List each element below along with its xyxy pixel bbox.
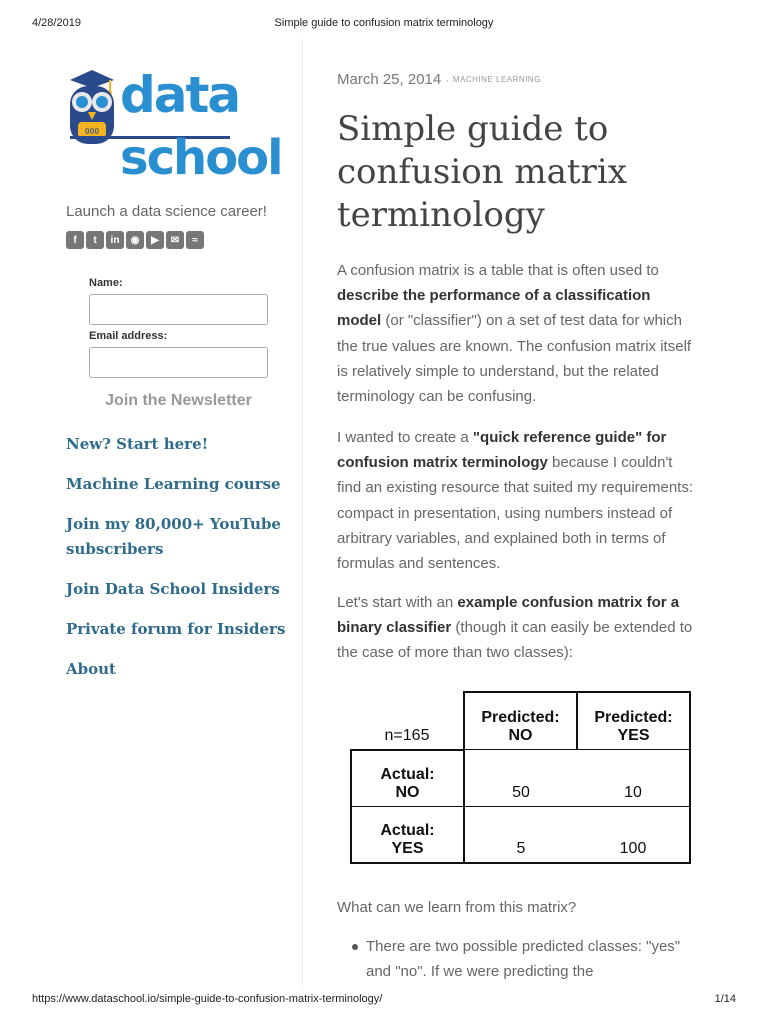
- tagline: Launch a data science career!: [66, 203, 267, 220]
- email-icon[interactable]: ✉: [166, 231, 184, 249]
- row-actual-no-l1: Actual:: [380, 765, 435, 783]
- post-category[interactable]: MACHINE LEARNING: [452, 75, 541, 84]
- post-title: Simple guide to confusion matrix terminology: [337, 109, 627, 235]
- newsletter-name-input[interactable]: [89, 294, 268, 325]
- facebook-icon[interactable]: f: [66, 231, 84, 249]
- social-links: [66, 231, 204, 249]
- meta-separator: ·: [445, 75, 449, 87]
- nav-about[interactable]: About: [66, 660, 116, 678]
- newsletter-name-label: Name:: [89, 277, 123, 289]
- logo-text-school: school: [120, 130, 282, 186]
- header-predicted-no: [464, 692, 577, 750]
- print-date: 4/28/2019: [32, 17, 81, 29]
- nav-ml-course[interactable]: Machine Learning course: [66, 475, 281, 493]
- cell-tn: 50: [464, 750, 577, 807]
- matrix-corner: n=165: [351, 692, 464, 750]
- nav-forum[interactable]: Private forum for Insiders: [66, 620, 286, 638]
- sidebar-divider: [302, 38, 303, 988]
- p2-text-1: I wanted to create a: [337, 429, 473, 446]
- p1-bold: describe the performance of a classification model: [337, 287, 651, 330]
- header-predicted-no-l1: Predicted:: [481, 709, 560, 726]
- cell-fp: 10: [577, 750, 690, 807]
- print-header: [32, 17, 736, 33]
- newsletter-email-label: Email address:: [89, 330, 168, 342]
- print-title: Simple guide to confusion matrix terminology: [274, 17, 494, 29]
- header-predicted-yes: [577, 692, 690, 750]
- youtube-icon[interactable]: ▶: [146, 231, 164, 249]
- row-actual-no-l2: NO: [395, 783, 420, 801]
- nav-youtube[interactable]: Join my 80,000+ YouTube subscribers: [66, 515, 281, 558]
- print-footer: [32, 993, 736, 1009]
- logo-text-data: data: [120, 66, 240, 124]
- newsletter-email-input[interactable]: [89, 347, 268, 378]
- row-actual-yes: [351, 806, 464, 863]
- rss-icon[interactable]: ≈: [186, 231, 204, 249]
- cell-fn: 5: [464, 806, 577, 863]
- p3-text-2: (though it can easily be extended to the case of more than two classes):: [337, 619, 693, 662]
- p2-text-2: because I couldn't find an existing resource that suited my requirements: compact in presentation, using numbers instead of arbitrary variables, and explained both in terms of formulas and sentences.: [337, 454, 694, 573]
- confusion-matrix-table: [350, 691, 691, 864]
- p2-bold: "quick reference guide" for confusion matrix terminology: [337, 429, 667, 472]
- p3-bold: example confusion matrix for a binary classifier: [337, 594, 680, 637]
- post-date: March 25, 2014: [337, 71, 442, 88]
- join-newsletter-button[interactable]: Join the Newsletter: [105, 392, 252, 409]
- p1-text-1: A confusion matrix is a table that is often used to: [337, 262, 659, 279]
- intro-paragraph: [337, 258, 697, 409]
- example-paragraph: [337, 590, 697, 666]
- cell-tp: 100: [577, 806, 690, 863]
- print-page-number: 1/14: [714, 993, 736, 1005]
- header-predicted-no-l2: NO: [508, 727, 533, 744]
- nav-insiders[interactable]: Join Data School Insiders: [66, 580, 280, 598]
- purpose-paragraph: [337, 425, 697, 576]
- list-item: There are two possible predicted classes: "yes" and "no". If we were predicting the: [366, 934, 686, 984]
- sidebar-nav: [66, 432, 286, 697]
- print-url: https://www.dataschool.io/simple-guide-to-confusion-matrix-terminology/: [32, 993, 383, 1005]
- row-actual-no: [351, 750, 464, 807]
- github-icon[interactable]: ◉: [126, 231, 144, 249]
- row-actual-yes-l1: Actual:: [380, 821, 435, 839]
- header-predicted-yes-l1: Predicted:: [594, 709, 673, 726]
- header-predicted-yes-l2: YES: [617, 727, 650, 744]
- linkedin-icon[interactable]: in: [106, 231, 124, 249]
- svg-text:000: 000: [84, 127, 100, 136]
- p1-text-2: (or "classifier") on a set of test data for which the true values are known. The confusion matrix itself is relatively simple to understand, but the related terminology can be confusing.: [337, 312, 692, 406]
- row-actual-yes-l2: YES: [391, 839, 424, 857]
- post-meta: [337, 71, 541, 89]
- question-paragraph: What can we learn from this matrix?: [337, 899, 577, 916]
- nav-start-here[interactable]: New? Start here!: [66, 435, 209, 453]
- twitter-icon[interactable]: t: [86, 231, 104, 249]
- p3-text-1: Let's start with an: [337, 594, 458, 611]
- data-school-logo[interactable]: [64, 66, 282, 186]
